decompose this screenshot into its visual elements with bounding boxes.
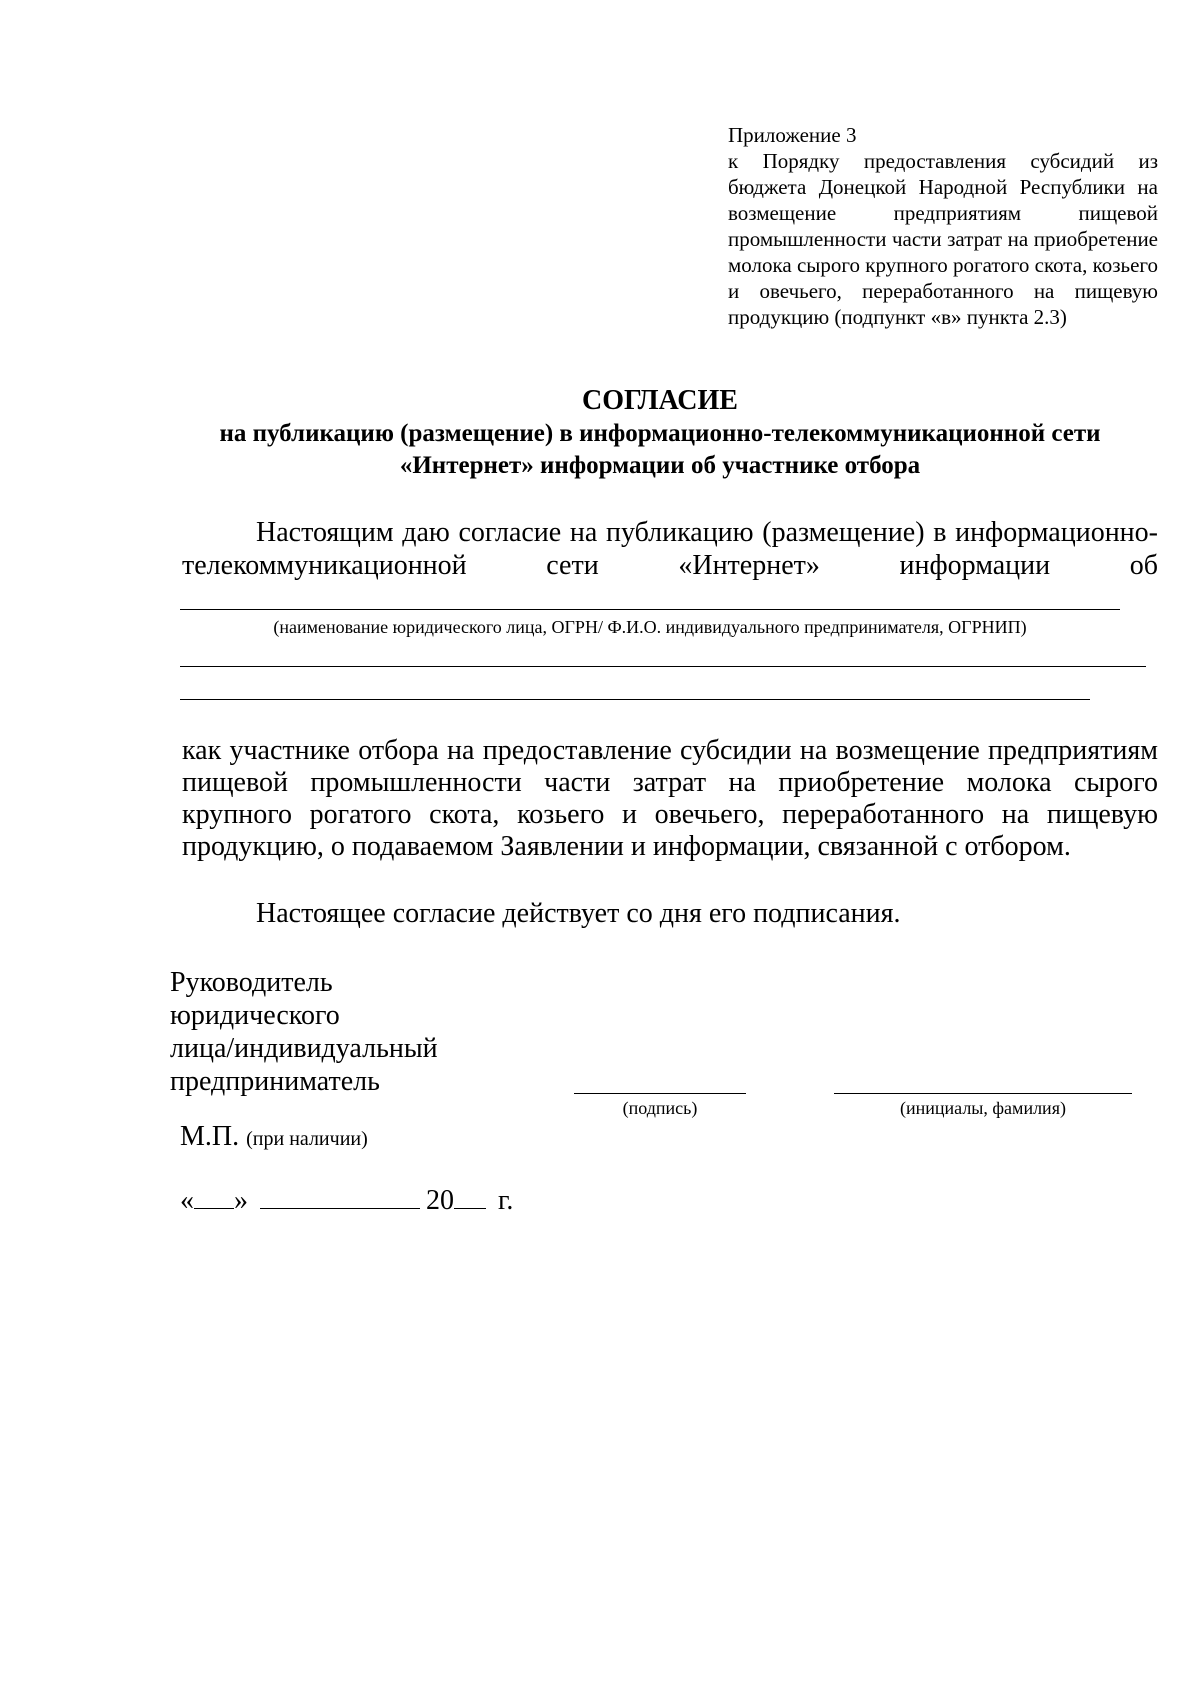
date-close-quote: » [234, 1185, 248, 1216]
date-line [180, 1184, 513, 1218]
year-prefix: 20 [426, 1185, 454, 1216]
document-subtitle: на публикацию (размещение) в информационно-телекоммуникационной сети «Интернет» информации об участнике отбора [219, 420, 1101, 479]
document-title: СОГЛАСИЕ [582, 385, 738, 416]
applicant-name-line-2[interactable] [180, 666, 1146, 667]
appendix-reference [728, 122, 1158, 330]
validity-paragraph: Настоящее согласие действует со дня его подписания. [256, 898, 901, 929]
applicant-name-caption: (наименование юридического лица, ОГРН/ Ф.И.О. индивидуального предпринимателя, ОГРНИП) [273, 617, 1027, 637]
signature-caption: (подпись) [622, 1098, 698, 1118]
seal-label: М.П. [180, 1121, 240, 1152]
applicant-name-line[interactable] [180, 609, 1120, 610]
signer-line: лица/индивидуальный [170, 1033, 438, 1064]
signer-title [170, 966, 500, 1098]
month-blank[interactable] [260, 1208, 420, 1209]
consent-intro-paragraph: Настоящим даю согласие на публикацию (размещение) в информационно-телекоммуникационной сети «Интернет» информации об [182, 517, 1158, 581]
day-blank[interactable] [194, 1208, 234, 1209]
initials-line[interactable] [834, 1093, 1132, 1094]
applicant-name-line-3[interactable] [180, 699, 1090, 700]
signer-line: юридического [170, 1000, 340, 1031]
year-suffix: г. [498, 1185, 514, 1216]
signature-line[interactable] [574, 1093, 746, 1094]
appendix-text: к Порядку предоставления субсидий из бюджета Донецкой Народной Республики на возмещение предприятиям пищевой промышленности части затрат на приобретение молока сырого крупного рогатого скота, козьего и овечьего, переработанного на пищевую продукцию (подпункт «в» пункта 2.3) [728, 149, 1158, 329]
signer-line: предприниматель [170, 1066, 380, 1097]
seal-place [180, 1120, 368, 1156]
signer-line: Руководитель [170, 967, 333, 998]
initials-caption: (инициалы, фамилия) [900, 1098, 1066, 1118]
seal-note: (при наличии) [246, 1128, 368, 1150]
date-open-quote: « [180, 1185, 194, 1216]
year-blank[interactable] [454, 1208, 486, 1209]
consent-purpose-paragraph: как участнике отбора на предоставление субсидии на возмещение предприятиям пищевой промышленности части затрат на приобретение молока сырого крупного рогатого скота, козьего и овечьего, переработанного на пищевую продукцию, о подаваемом Заявлении и информации, связанной с отбором. [182, 735, 1158, 862]
appendix-title: Приложение 3 [728, 123, 857, 147]
